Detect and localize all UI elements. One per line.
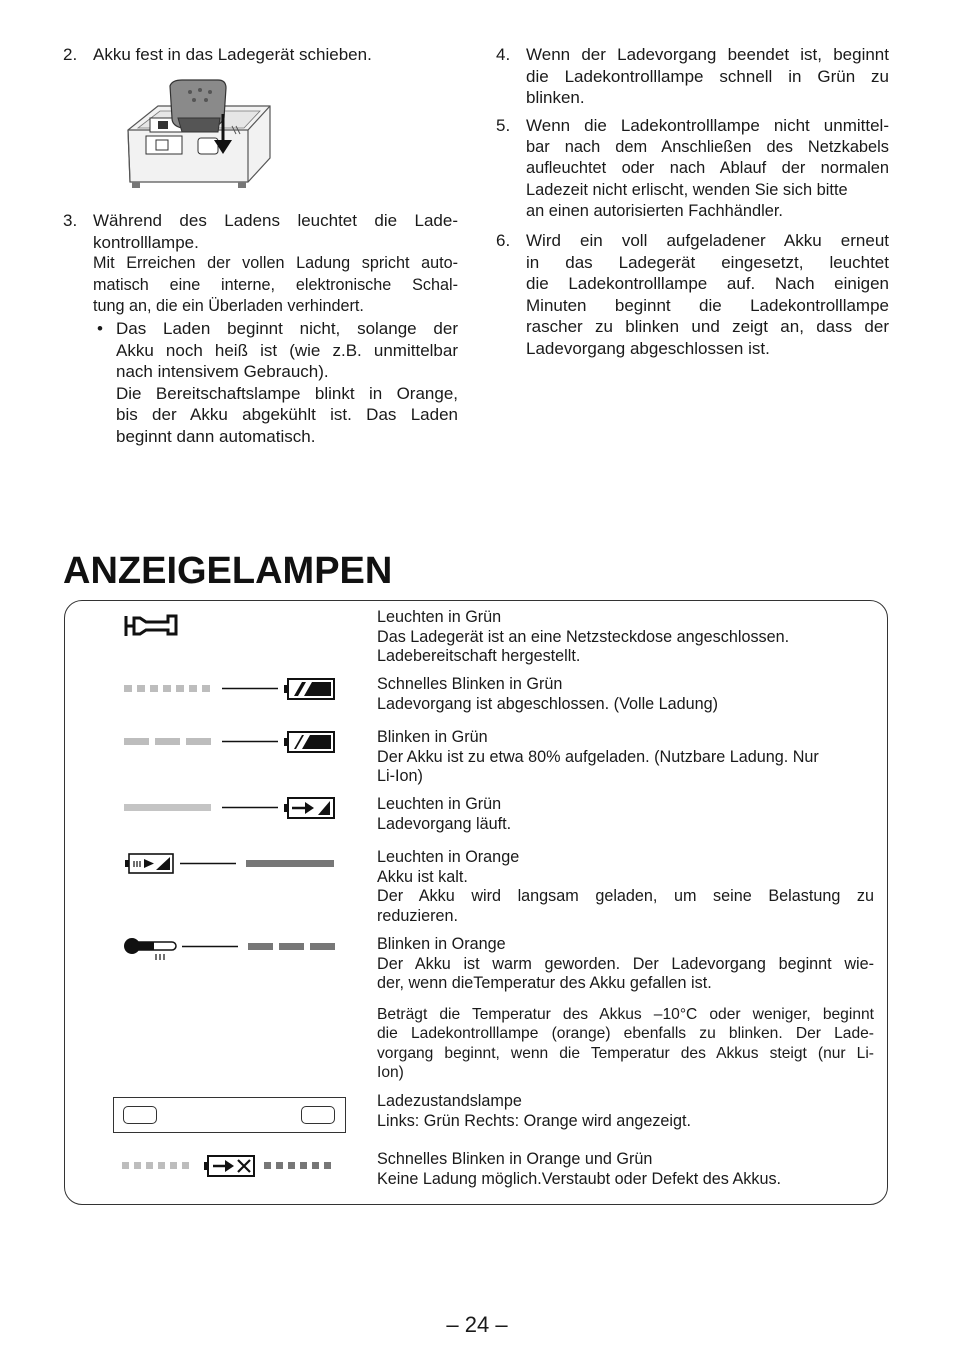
indicator-row-2 [377, 675, 874, 714]
step-line: Minuten beginnt die Ladekontrolllampe [526, 295, 889, 315]
bullet-line: Die Bereitschaftslampe blinkt in Orange, [116, 383, 458, 403]
step-line: blinken. [526, 88, 585, 108]
cold-battery-icon [122, 851, 338, 877]
row-line: Ladebereitschaft hergestellt. [377, 647, 581, 666]
row-line: Ladevorgang ist abgeschlossen. (Volle Ladung) [377, 694, 719, 713]
row-line: Schnelles Blinken in Grün [377, 675, 563, 693]
plug-icon [124, 612, 180, 640]
row-line: Akku ist kalt. [377, 867, 468, 886]
step-line: Wenn der Ladevorgang beendet ist, beginnt [526, 45, 889, 64]
indicator-row-5 [377, 848, 874, 926]
right-lamp [301, 1106, 335, 1124]
80-percent-battery-icon [122, 729, 338, 755]
step-line: in das Ladegerät eingesetzt, leuchtet [526, 252, 889, 272]
step-number: 3. [63, 211, 78, 230]
para-line: Mit Erreichen der vollen Ladung spricht auto- [93, 254, 458, 273]
row-line: Blinken in Orange [377, 935, 506, 953]
para-line: tung an, die ein Überladen verhindert. [93, 297, 364, 316]
step-line: Während des Ladens leuchtet die Lade- [93, 211, 458, 230]
bullet-line: nach intensivem Gebrauch). [116, 362, 329, 382]
lamp-panel-icon [113, 1097, 346, 1133]
row-line: Blinken in Grün [377, 728, 488, 746]
row-line: Das Ladegerät ist an eine Netzsteckdose angeschlossen. [377, 627, 790, 646]
row-line: Beträgt die Temperatur des Akkus –10°C oder weniger, beginnt [377, 1006, 874, 1023]
step-number: 5. [496, 116, 511, 135]
row-line: der, wenn dieTemperatur des Akku gefallen ist. [377, 974, 712, 993]
row-line: vorgang beginnt, wenn die Temperatur des Akkus steigt (nur Li- [377, 1044, 874, 1062]
row-line: Li-Ion) [377, 767, 423, 786]
section-title: ANZEIGELAMPEN [63, 550, 393, 592]
row-line: Leuchten in Grün [377, 608, 502, 626]
bullet-line: bis der Akku abgekühlt ist. Das Laden [116, 405, 458, 425]
charging-battery-icon [122, 795, 338, 821]
bullet-item [93, 318, 458, 448]
bullet-line: beginnt dann automatisch. [116, 426, 316, 446]
indicator-row-6 [377, 935, 874, 994]
charger-illustration [120, 78, 280, 196]
step-line: die Ladekontrolllampe schnell in Grün zu [526, 66, 889, 86]
row-line: Der Akku ist warm geworden. Der Ladevorgang beginnt wie- [377, 954, 874, 973]
row-line: Leuchten in Grün [377, 795, 502, 813]
step-number: 6. [496, 231, 511, 250]
bullet-line: Das Laden beginnt nicht, solange der [116, 318, 458, 338]
row-line: die Ladekontrolllampe (orange) ebenfalls zu blinken. Der Lade- [377, 1025, 874, 1043]
row-line: Ladezustandslampe [377, 1092, 522, 1110]
step-number: 4. [496, 45, 511, 64]
step-number: 2. [63, 45, 78, 64]
row-line: Der Akku wird langsam geladen, um seine Belastung zu [377, 887, 874, 906]
indicator-row-4 [377, 795, 874, 834]
step-line: an einen autorisierten Fachhändler. [526, 202, 783, 221]
indicator-row-1 [377, 608, 874, 667]
step-paragraph [93, 253, 458, 318]
step-line: Wird ein voll aufgeladener Akku erneut [526, 231, 889, 250]
step-line: rascher zu blinken und zeigt an, dass der [526, 317, 889, 337]
para-line: matisch eine interne, elektronische Schal- [93, 275, 458, 294]
row-line: Ion) [377, 1064, 404, 1082]
step-text: Akku fest in das Ladegerät schieben. [93, 45, 372, 64]
row-line: Der Akku ist zu etwa 80% aufgeladen. (Nutzbare Ladung. Nur [377, 747, 819, 766]
indicator-row-3 [377, 728, 874, 787]
bullet-line: Akku noch heiß ist (wie z.B. unmittelbar [116, 340, 458, 360]
step-line: Wenn die Ladekontrolllampe nicht unmittel- [526, 116, 889, 135]
row-line: reduzieren. [377, 906, 458, 925]
row-line: Leuchten in Orange [377, 848, 520, 866]
full-battery-icon [122, 676, 338, 702]
page-number: – 24 – [446, 1312, 508, 1337]
indicator-row-8 [377, 1092, 874, 1131]
step-line: bar nach dem Anschließen des Netzkabels [526, 137, 889, 156]
row-line: Links: Grün Rechts: Orange wird angezeigt. [377, 1111, 692, 1130]
thermometer-icon [122, 934, 338, 962]
row-line: Keine Ladung möglich.Verstaubt oder Defekt des Akkus. [377, 1169, 782, 1188]
step-line: aufleuchtet oder nach Ablauf der normalen [526, 159, 889, 178]
error-battery-icon [120, 1153, 342, 1179]
step-line: Ladezeit nicht erlischt, wenden Sie sich bitte [526, 180, 848, 199]
left-lamp [123, 1106, 157, 1124]
indicator-row-7 [377, 1005, 874, 1083]
step-line: die Ladekontrolllampe auf. Nach einigen [526, 274, 889, 294]
indicator-row-9 [377, 1150, 874, 1189]
step-line: kontrolllampe. [93, 232, 199, 252]
row-line: Ladevorgang läuft. [377, 814, 512, 833]
row-line: Schnelles Blinken in Orange und Grün [377, 1150, 653, 1168]
step-line: Ladevorgang abgeschlossen ist. [526, 338, 770, 358]
bullet-mark: • [97, 318, 103, 338]
